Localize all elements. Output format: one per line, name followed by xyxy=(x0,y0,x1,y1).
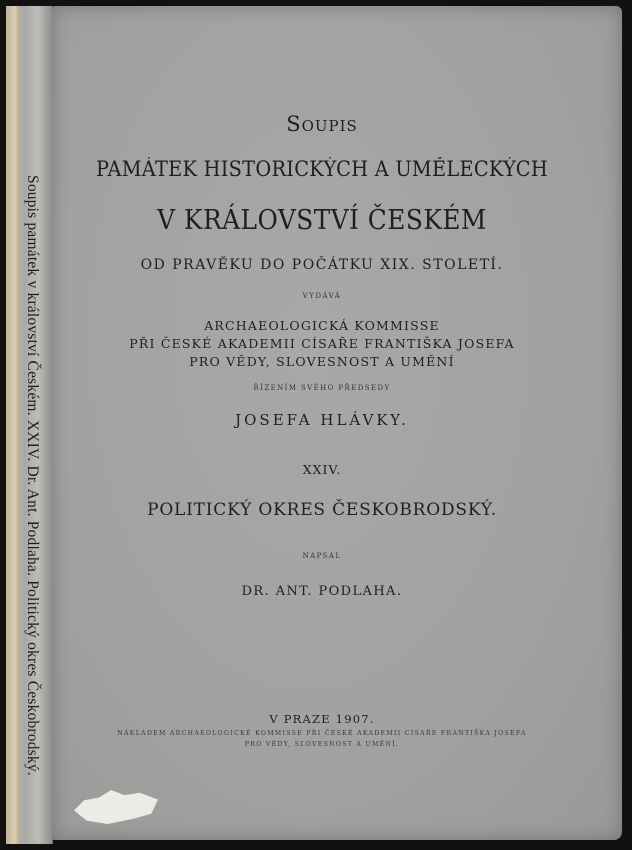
author-intro: NAPSAL xyxy=(302,552,342,560)
spine-title: Soupis památek v království Českém. XXIV. Dr. Ant. Podlaha. Politický okres Českobrodský. xyxy=(24,175,41,776)
publisher-line-2: PŘI ČESKÉ AKADEMII CÍSAŘE FRANTIŠKA JOSEFA xyxy=(129,336,515,351)
spine-tape xyxy=(6,6,20,844)
author-name: DR. ANT. PODLAHA. xyxy=(241,584,403,599)
chairman-name: JOSEFA HLÁVKY. xyxy=(235,411,409,429)
publisher-intro: VYDÁVÁ xyxy=(302,292,342,300)
series-period: OD PRAVĚKU DO POČÁTKU XIX. STOLETÍ. xyxy=(140,257,504,273)
publisher-line-3: PRO VĚDY, SLOVESNOST A UMĚNÍ xyxy=(189,354,455,369)
series-region: V KRÁLOVSTVÍ ČESKÉM xyxy=(157,205,487,236)
place-year: V PRAZE 1907. xyxy=(269,712,375,726)
imprint-line-1: NÁKLADEM ARCHAEOLOGICKÉ KOMMISSE PŘI ČESKÉ AKADEMII CÍSAŘE FRANTIŠKA JOSEFA xyxy=(117,730,527,737)
volume-number: XXIV. xyxy=(302,462,342,477)
series-subtitle: PAMÁTEK HISTORICKÝCH A UMĚLECKÝCH xyxy=(96,157,548,181)
direction-intro: ŘÍZENÍM SVÉHO PŘEDSEDY xyxy=(253,384,391,392)
volume-title: POLITICKÝ OKRES ČESKOBRODSKÝ. xyxy=(147,500,497,520)
cover-text xyxy=(52,0,592,850)
imprint-line-2: PRO VĚDY, SLOVESNOST A UMĚNÍ. xyxy=(244,741,400,748)
series-title: Soupis xyxy=(286,112,358,136)
publisher-line-1: ARCHAEOLOGICKÁ KOMMISSE xyxy=(204,318,440,333)
